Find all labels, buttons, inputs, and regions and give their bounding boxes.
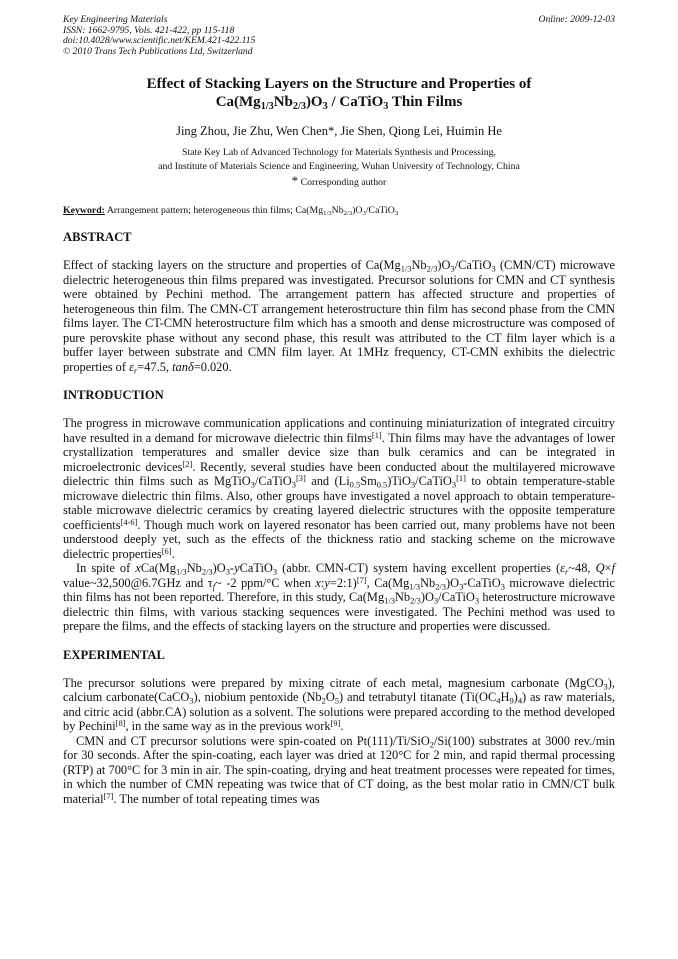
- experimental-heading: EXPERIMENTAL: [63, 647, 165, 662]
- author-list: Jing Zhou, Jie Zhu, Wen Chen*, Jie Shen, Qiong Lei, Huimin He: [176, 124, 502, 139]
- title-line-1: Effect of Stacking Layers on the Structure and Properties of: [146, 76, 532, 93]
- keywords-text: Arrangement pattern; heterogeneous thin films; $Ca(Mg_{1/3}Nb_{2/3})O_3/CaTiO_3$: [106, 204, 399, 217]
- asterisk-marker: *: [291, 172, 299, 188]
- journal-header: [63, 15, 615, 57]
- keywords: [63, 204, 615, 219]
- introduction-paragraph-1: The progress in microwave communication applications and continuing miniaturization of integrated circuitry have resulted in a demand for microwave dielectric thin films[1]. Thin films may have the advantages of lower crystallization temperatures and smaller device size than bulk ceramics and can be integrated in microelectronic devices[2]. Recently, several studies have been conducted about the multilayered microwave dielectric thin films such as MgTiO$_3$/CaTiO$_3$[3] and $(Li_{0.5}Sm_{0.5})TiO_3/CaTiO_3[1]$ to obtain temperature-stable microwave dielectric thin films. Also, other groups have investigated a novel approach to obtain temperature-stable microwave dielectric ceramics by creating layered dielectric structures with the opposite temperature coefficients[4-6]. Though much work on layered resonator has been carried out, many problems have not been understood deeply yet, such as the effects of the thickness ratio and stacking scheme on the microwave dielectric properties[6].: [63, 416, 616, 561]
- experimental-paragraph-1: The precursor solutions were prepared by mixing citrate of each metal, magnesium carbonate (MgCO$_3$), calcium carbonate(CaCO$_3$), niobium pentoxide $(Nb_2O_5)$ and tetrabutyl titanate $(Ti(OC_4H_9)_4)$ as raw materials, and citric acid (abbr.CA) solution as a solvent. The solutions were prepared according to the method developed by Pechini[8], in the same way as in the previous work[9].: [63, 675, 616, 734]
- experimental-paragraph-2: CMN and CT precursor solutions were spin-coated on Pt(111)/Ti/SiO$_2$/Si(100) substrates at 3000 rev./min for 30 seconds. After the spin-coating, each layer was dried at 120°C for 2 min, and rapid thermal processing (RTP) at 700°C for 3 min in air. The spin-coating, drying and heat treatment processes were repeated for times, in which the number of CMN repeating was twice that of CT doing, as the best molar ratio in CMN/CT bulk material[7]. The number of total repeating times was: [63, 733, 615, 806]
- abstract-paragraph: Effect of stacking layers on the structure and properties of $Ca(Mg_{1/3}Nb_{2/3})O_3/CaTiO_3$ (CMN/CT) microwave dielectric heterogeneous thin films prepared was investigated. Precursor solutions for CMN and CT synthesis were obtained by Pechini method. The arrangement pattern has affected structure and properties of heterogeneous thin film. The CMN-CT arrangement heterostructure thin film has second phase from the CMN films layer. The CT-CMN heterostructure film which has a smooth and dense microstructure was composed of pure perovskite phase without any second phase, this result was attributed to the CT film layer which is a buffer layer between substrate and CMN film layer. At 1MHz frequency, CT-CMN exhibits the dielectric properties of $\varepsilon_r=47.5$, tanδ=0.020.: [63, 258, 616, 376]
- online-date: Online: 2009-12-03: [538, 14, 615, 25]
- affiliation-line-1: State Key Lab of Advanced Technology for Materials Synthesis and Processing,: [182, 146, 496, 158]
- introduction-paragraph-2: In spite of $xCa(Mg_{1/3}Nb_{2/3})O_3-yCaTiO_3$ (abbr. CMN-CT) system having excellent properties ($\varepsilon_r\sim 48$, Q×f value~32,500@6.7GHz and $\tau_f\sim$ -2 ppm/°C when x:y=2:1)[7], $Ca(Mg_{1/3}Nb_{2/3})O_3-CaTiO_3$ microwave dielectric thin films has not been reported. Therefore, in this study, $Ca(Mg_{1/3}Nb_{2/3})O_3/CaTiO_3$ heterostructure microwave dielectric thin films, with various stacking sequences were investigated. The Pechini method was used to prepare the films, and the effects of stacking layers on the structure and properties were discussed.: [63, 561, 616, 634]
- doi-line: doi:10.4028/www.scientific.net/KEM.421-422.115: [63, 35, 256, 47]
- issn-line: ISSN: 1662-9795, Vols. 421-422, pp 115-118: [63, 24, 235, 36]
- abstract-heading: ABSTRACT: [63, 230, 132, 245]
- journal-name: Key Engineering Materials: [63, 14, 168, 25]
- corresponding-label: Corresponding author: [300, 176, 387, 188]
- affiliation: [63, 146, 615, 190]
- corresponding-author-note: [63, 174, 615, 190]
- keywords-label: Keyword:: [63, 204, 105, 216]
- paper-title: [63, 75, 615, 111]
- introduction-heading: INTRODUCTION: [63, 388, 164, 403]
- affiliation-line-2: and Institute of Materials Science and Engineering, Wuhan University of Technology, China: [158, 160, 520, 172]
- copyright-line: © 2010 Trans Tech Publications Ltd, Switzerland: [63, 45, 253, 57]
- title-line-2: $Ca(Mg_{1/3}Nb_{2/3})O_3$ / CaTiO$_3$ Thin Films: [215, 94, 463, 113]
